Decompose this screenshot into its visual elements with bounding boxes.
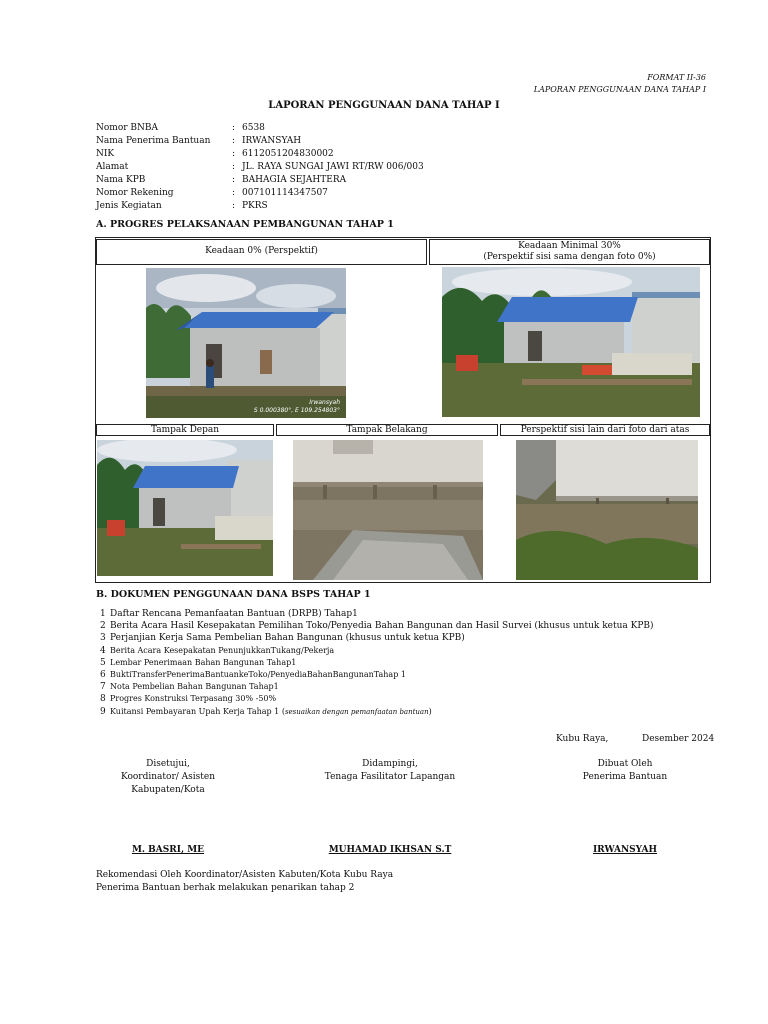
- list-item-number: 8: [100, 694, 106, 705]
- list-item-text: Kuitansi Pembayaran Upah Kerja Tahap 1 (: [110, 706, 285, 716]
- document-list: [100, 608, 654, 718]
- list-item-text: Lembar Penerimaan Bahan Bangunan Tahap1: [110, 657, 297, 667]
- sig-name-facilitator: MUHAMAD IKHSAN S.T: [328, 845, 452, 855]
- cell-30-label-line1: Keadaan Minimal 30%: [518, 241, 621, 251]
- sig-line2: Koordinator/ Asisten: [120, 772, 215, 782]
- list-item-text: Berita Acara Hasil Kesepakatan Pemilihan Toko/Penyedia Bahan Bangunan dan Hasil Survei (khusus untuk ketua KPB): [110, 621, 654, 632]
- identity-value: BAHAGIA SEJAHTERA: [242, 175, 347, 185]
- identity-label: Nomor BNBA: [96, 123, 159, 133]
- list-item-text: Progres Konstruksi Terpasang 30% -50%: [110, 694, 277, 704]
- cell-0-label: Keadaan 0% (Perspektif): [205, 246, 318, 256]
- photo-0-percent: [146, 268, 346, 418]
- recommendation-line1: Rekomendasi Oleh Koordinator/Asisten Kabuten/Kota Kubu Raya: [96, 870, 394, 880]
- sig-line2: Tenaga Fasilitator Lapangan: [324, 772, 456, 782]
- list-item-text: BuktiTransferPenerimaBantuankeToko/PenyediaBahanBangunanTahap 1: [110, 670, 406, 680]
- identity-label: Nomor Rekening: [96, 188, 174, 198]
- identity-table: [96, 122, 424, 213]
- list-item: [100, 669, 654, 681]
- identity-label: Alamat: [96, 162, 129, 172]
- identity-value: 6112051204830002: [242, 149, 334, 159]
- back-label: Tampak Belakang: [346, 425, 428, 435]
- identity-row: Nomor BNBA : 6538: [96, 123, 265, 133]
- list-item-number: 6: [100, 670, 106, 681]
- sign-date: Desember 2024: [642, 734, 715, 744]
- identity-row: Nama KPB : BAHAGIA SEJAHTERA: [96, 175, 347, 185]
- page-title: LAPORAN PENGGUNAAN DANA TAHAP I: [268, 100, 500, 111]
- format-title: LAPORAN PENGGUNAAN DANA TAHAP I: [533, 85, 706, 94]
- identity-row: Jenis Kegiatan : PKRS: [96, 201, 268, 211]
- photo-watermark-name: Irwansyah: [309, 399, 340, 406]
- sig-line2: Penerima Bantuan: [582, 772, 668, 782]
- format-code: FORMAT II-36: [647, 73, 706, 82]
- list-item: [100, 706, 654, 718]
- photo-back: [293, 440, 483, 580]
- list-item-text: Berita Acara Kesepakatan PenunjukkanTukang/Pekerja: [110, 645, 335, 655]
- identity-label: Nama Penerima Bantuan: [96, 136, 211, 146]
- photo-front: [97, 440, 273, 576]
- list-item: [100, 645, 654, 657]
- list-item-number: 2: [100, 621, 106, 632]
- list-item-number: 5: [100, 657, 106, 668]
- identity-label: Jenis Kegiatan: [96, 201, 162, 211]
- list-item-text: Perjanjian Kerja Sama Pembelian Bahan Bangunan (khusus untuk ketua KPB): [110, 633, 465, 644]
- identity-row: Nama Penerima Bantuan : IRWANSYAH: [96, 136, 302, 146]
- list-item-number: 4: [100, 645, 106, 656]
- front-label: Tampak Depan: [150, 425, 220, 435]
- sig-line3: Kabupaten/Kota: [131, 785, 205, 795]
- sign-place: Kubu Raya,: [556, 734, 609, 744]
- list-item-note: sesuaikan dengan pemanfaatan bantuan: [284, 707, 429, 716]
- photo-other: [516, 440, 698, 580]
- signature-block-facilitator: [310, 758, 470, 784]
- list-item-number: 1: [100, 609, 106, 619]
- list-item-number: 3: [100, 633, 106, 644]
- cell-30-percent-header: [429, 239, 710, 265]
- sig-name-coordinator: M. BASRI, ME: [131, 845, 205, 855]
- identity-value: IRWANSYAH: [242, 136, 302, 146]
- other-label: Perspektif sisi lain dari foto dari atas: [520, 425, 690, 435]
- list-item: [100, 608, 654, 620]
- identity-value: 007101114347507: [242, 188, 328, 198]
- cell-0-percent-header: [96, 239, 427, 265]
- cell-back-header: [276, 424, 498, 436]
- identity-value: 6538: [242, 123, 265, 133]
- list-item-text: Daftar Rencana Pemanfaatan Bantuan (DRPB) Tahap1: [110, 609, 358, 619]
- list-item-number: 7: [100, 682, 106, 693]
- list-item: [100, 620, 654, 632]
- sig-line1: Didampingi,: [362, 759, 418, 769]
- identity-value: PKRS: [242, 201, 268, 211]
- identity-label: Nama KPB: [96, 175, 146, 185]
- identity-row: Alamat : JL. RAYA SUNGAI JAWI RT/RW 006/003: [96, 162, 424, 172]
- photo-watermark-coords: S 0.000380°, E 109.254803°: [253, 407, 340, 414]
- section-a-title: A. PROGRES PELAKSANAAN PEMBANGUNAN TAHAP 1: [96, 219, 394, 230]
- sig-line1: Dibuat Oleh: [597, 759, 653, 769]
- identity-label: NIK: [96, 149, 115, 159]
- identity-value: JL. RAYA SUNGAI JAWI RT/RW 006/003: [242, 162, 424, 172]
- list-item-number: 9: [100, 706, 106, 717]
- identity-row: Nomor Rekening : 007101114347507: [96, 188, 328, 198]
- list-item-text: Nota Pembelian Bahan Bangunan Tahap1: [110, 682, 279, 692]
- sig-line1: Disetujui,: [146, 759, 190, 769]
- signature-block-coordinator: [98, 758, 238, 797]
- list-item: [100, 657, 654, 669]
- list-item-close: ): [428, 706, 432, 716]
- cell-front-header: [96, 424, 274, 436]
- signature-block-recipient: [555, 758, 695, 784]
- cell-other-header: [500, 424, 710, 436]
- cell-30-label-line2: (Perspektif sisi sama dengan foto 0%): [483, 252, 656, 262]
- recommendation-line2: Penerima Bantuan berhak melakukan penarikan tahap 2: [96, 883, 355, 893]
- list-item: [100, 632, 654, 644]
- photo-30-percent: [442, 267, 700, 417]
- list-item: [100, 681, 654, 693]
- list-item: [100, 693, 654, 705]
- identity-row: NIK : 6112051204830002: [96, 149, 334, 159]
- sig-name-recipient: IRWANSYAH: [592, 845, 658, 855]
- section-b-title: B. DOKUMEN PENGGUNAAN DANA BSPS TAHAP 1: [96, 589, 371, 600]
